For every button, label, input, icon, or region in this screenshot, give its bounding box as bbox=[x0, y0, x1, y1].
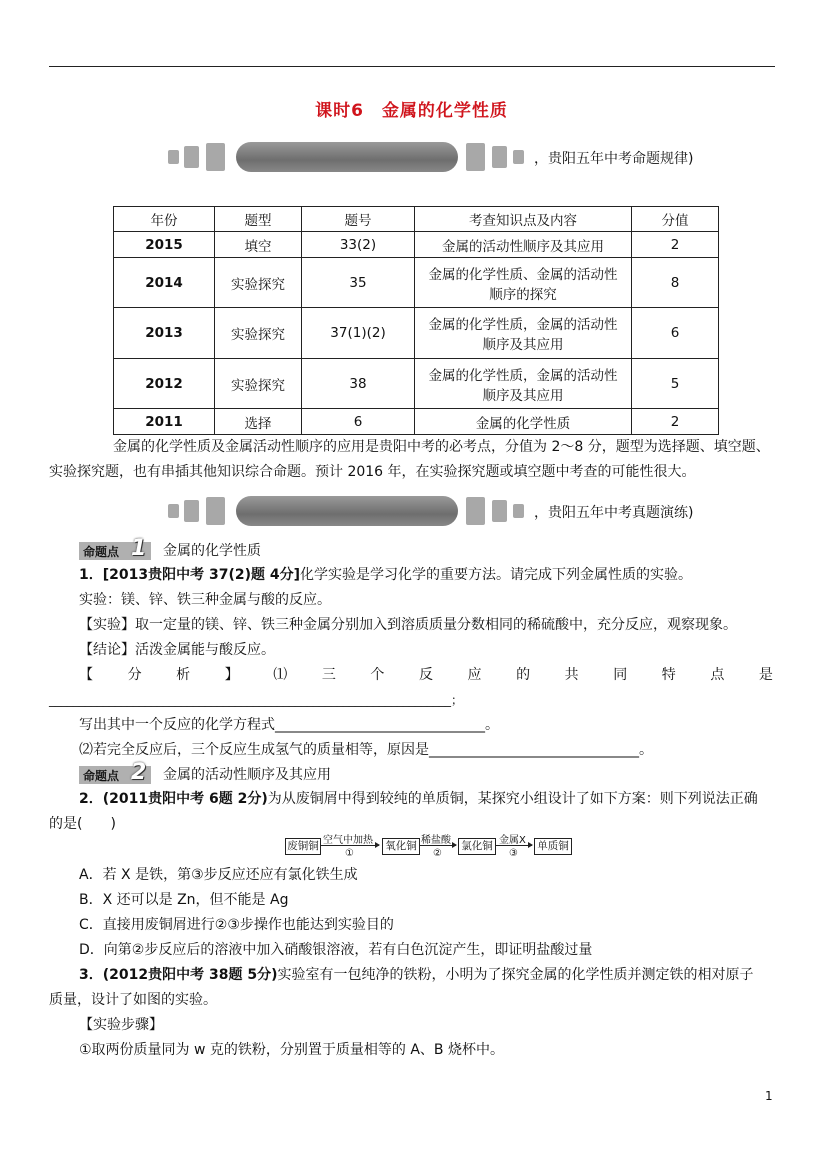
topic-title: 金属的活动性顺序及其应用 bbox=[163, 767, 331, 783]
exam-info-table bbox=[113, 206, 719, 435]
question-3: 3．(2012贵阳中考 38题 5分)实验室有一包纯净的铁粉，小明为了探究金属的化学性质并测定铁的相对原子 bbox=[79, 967, 754, 983]
cell-year: 2015 bbox=[114, 232, 215, 258]
question-1: 1．[2013贵阳中考 37(2)题 4分]化学实验是学习化学的重要方法。请完成下列金属性质的实验。 bbox=[79, 567, 693, 583]
cell-type: 选择 bbox=[215, 409, 302, 435]
section-label: 【实验步骤】 bbox=[79, 1017, 163, 1033]
question-text: 【结论】活泼金属能与酸反应。 bbox=[79, 642, 275, 658]
flow-step: ① bbox=[345, 848, 354, 859]
cell-content: 金属的化学性质、金属的活动性 顺序的探究 bbox=[415, 258, 632, 308]
table-row bbox=[114, 409, 719, 435]
flow-label: 空气中加热 bbox=[323, 835, 373, 846]
summary-line: 金属的化学性质及金属活动性顺序的应用是贵阳中考的必考点，分值为 2～8 分，题型为选择题、填空题、 bbox=[113, 439, 770, 455]
table-row bbox=[114, 359, 719, 409]
cell-content: 金属的活动性顺序及其应用 bbox=[415, 232, 632, 258]
section-banner-rules bbox=[168, 140, 728, 174]
cell-score: 2 bbox=[632, 232, 719, 258]
page-title: 课时6 金属的化学性质 bbox=[315, 101, 508, 121]
table-row bbox=[114, 232, 719, 258]
section-banner-practice bbox=[168, 494, 728, 528]
cell-year: 2012 bbox=[114, 359, 215, 409]
flow-box: 废铜铜 bbox=[285, 838, 321, 855]
banner-caption: ，贵阳五年中考命题规律) bbox=[534, 151, 694, 167]
cell-year: 2011 bbox=[114, 409, 215, 435]
process-flow-diagram bbox=[285, 833, 575, 861]
cell-num: 6 bbox=[302, 409, 415, 435]
option-a: A．若 X 是铁，第③步反应还应有氯化铁生成 bbox=[79, 867, 358, 883]
banner-caption: ，贵阳五年中考真题演练) bbox=[534, 505, 694, 521]
col-score: 分值 bbox=[632, 207, 719, 232]
question-text: 【实验】取一定量的镁、锌、铁三种金属分别加入到溶质质量分数相同的稀硫酸中，充分反应，观察现象。 bbox=[79, 617, 737, 633]
option-c: C．直接用废铜屑进行②③步操作也能达到实验目的 bbox=[79, 917, 394, 933]
flow-box: 氧化铜 bbox=[382, 838, 420, 855]
question-text: 的是( ) bbox=[49, 816, 116, 832]
cell-score: 2 bbox=[632, 409, 719, 435]
question-text: ⑵若完全反应后，三个反应生成氢气的质量相等，原因是______________________________。 bbox=[79, 742, 653, 758]
flow-box: 氯化铜 bbox=[458, 838, 496, 855]
cell-score: 8 bbox=[632, 258, 719, 308]
answer-blank: ___________________________________________________________________； bbox=[49, 693, 464, 707]
summary-line: 实验探究题，也有串插其他知识综合命题。预计 2016 年，在实验探究题或填空题中考查的可能性很大。 bbox=[49, 464, 696, 480]
flow-box: 单质铜 bbox=[534, 838, 572, 855]
question-text: ①取两份质量同为 w 克的铁粉，分别置于质量相等的 A、B 烧杯中。 bbox=[79, 1042, 504, 1058]
question-text: 质量，设计了如图的实验。 bbox=[49, 992, 217, 1008]
flow-step: ③ bbox=[509, 848, 518, 859]
topic-badge-2: 命题点 2 bbox=[79, 766, 151, 784]
cell-content: 金属的化学性质 bbox=[415, 409, 632, 435]
cell-type: 实验探究 bbox=[215, 359, 302, 409]
topic-badge-1: 命题点 1 bbox=[79, 542, 151, 560]
cell-num: 38 bbox=[302, 359, 415, 409]
table-header-row bbox=[114, 207, 719, 232]
question-text: 写出其中一个反应的化学方程式______________________________。 bbox=[79, 717, 499, 733]
col-year: 年份 bbox=[114, 207, 215, 232]
cell-type: 填空 bbox=[215, 232, 302, 258]
cell-score: 6 bbox=[632, 308, 719, 359]
cell-num: 35 bbox=[302, 258, 415, 308]
cell-content: 金属的化学性质，金属的活动性 顺序及其应用 bbox=[415, 308, 632, 359]
question-text: 实验：镁、锌、铁三种金属与酸的反应。 bbox=[79, 592, 331, 608]
cell-year: 2014 bbox=[114, 258, 215, 308]
cell-content: 金属的化学性质，金属的活动性 顺序及其应用 bbox=[415, 359, 632, 409]
cell-type: 实验探究 bbox=[215, 308, 302, 359]
flow-step: ② bbox=[433, 848, 442, 859]
cell-type: 实验探究 bbox=[215, 258, 302, 308]
option-b: B．X 还可以是 Zn，但不能是 Ag bbox=[79, 892, 289, 908]
analysis-line: 【 分 析 】 ⑴ 三 个 反 应 的 共 同 特 点 是 bbox=[79, 667, 773, 683]
option-d: D．向第②步反应后的溶液中加入硝酸银溶液，若有白色沉淀产生，即证明盐酸过量 bbox=[79, 942, 593, 958]
table-row bbox=[114, 308, 719, 359]
col-type: 题型 bbox=[215, 207, 302, 232]
cell-year: 2013 bbox=[114, 308, 215, 359]
col-content: 考查知识点及内容 bbox=[415, 207, 632, 232]
col-num: 题号 bbox=[302, 207, 415, 232]
cell-score: 5 bbox=[632, 359, 719, 409]
question-2: 2．(2011贵阳中考 6题 2分)为从废铜屑中得到较纯的单质铜，某探究小组设计了如下方案：则下列说法正确 bbox=[79, 791, 758, 807]
page-number: 1 bbox=[765, 1089, 773, 1103]
flow-label: 稀盐酸 bbox=[421, 835, 451, 846]
header-rule bbox=[49, 66, 775, 67]
cell-num: 33(2) bbox=[302, 232, 415, 258]
topic-title: 金属的化学性质 bbox=[163, 543, 261, 559]
flow-label: 金属X bbox=[499, 835, 526, 846]
cell-num: 37(1)(2) bbox=[302, 308, 415, 359]
table-row bbox=[114, 258, 719, 308]
